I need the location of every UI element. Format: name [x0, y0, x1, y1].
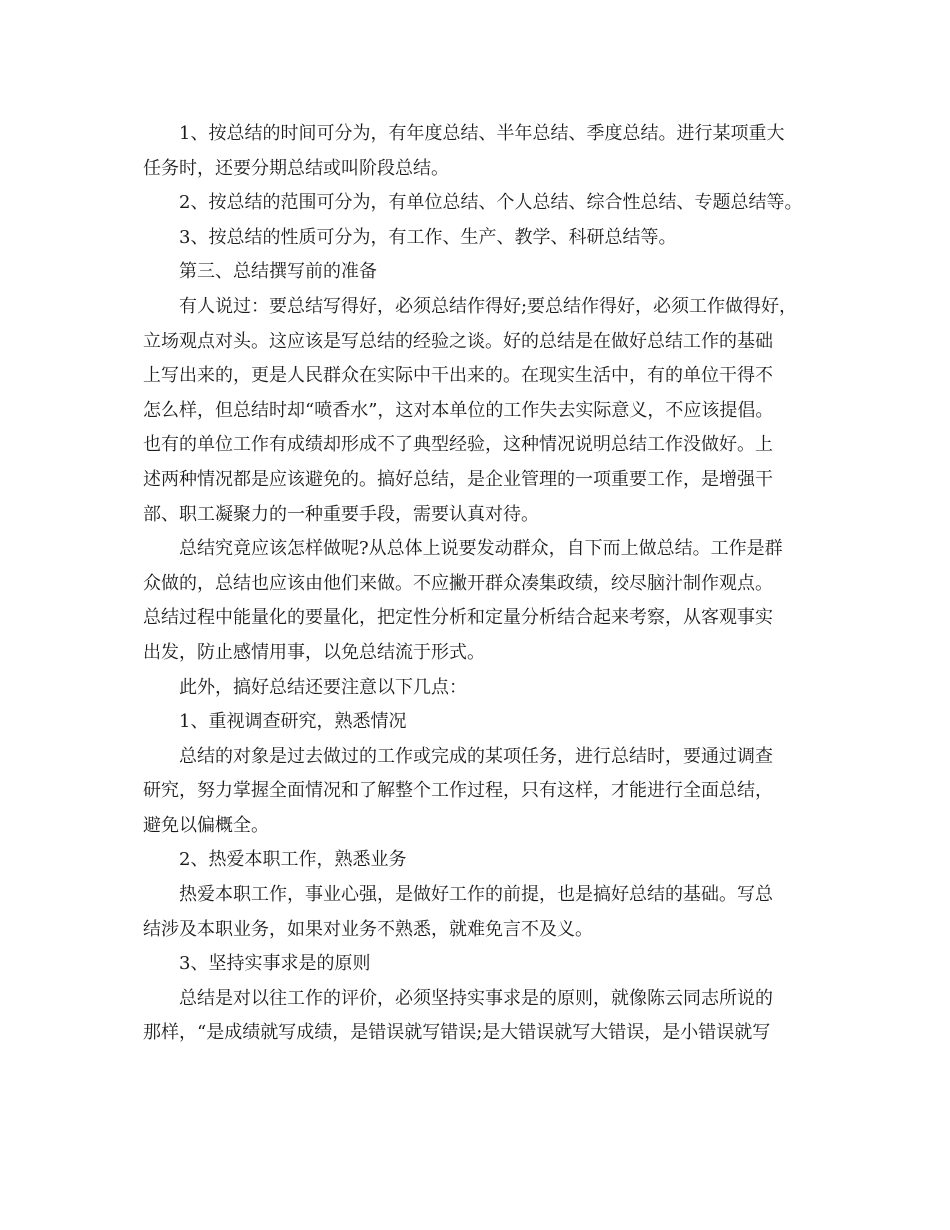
- text-line: 出发，防止感情用事，以免总结流于形式。: [143, 641, 485, 663]
- text-line: 有人说过：要总结写得好，必须总结作得好;要总结作得好，必须工作做得好，: [179, 295, 798, 317]
- text-line: 述两种情况都是应该避免的。搞好总结，是企业管理的一项重要工作，是增强干: [143, 468, 773, 490]
- text-line: 众做的，总结也应该由他们来做。不应撇开群众凑集政绩，绞尽脑汁制作观点。: [143, 572, 773, 594]
- text-line: 总结是对以往工作的评价，必须坚持实事求是的原则，就像陈云同志所说的: [179, 987, 773, 1009]
- text-line: 那样，“是成绩就写成绩，是错误就写错误;是大错误就写大错误，是小错误就写: [143, 1022, 771, 1044]
- text-line: 1、按总结的时间可分为，有年度总结、半年总结、季度总结。进行某项重大: [179, 123, 785, 144]
- text-line: 2、热爱本职工作，熟悉业务: [179, 849, 407, 871]
- text-line: 避免以偏概全。: [143, 814, 269, 836]
- document-body: [143, 117, 823, 1051]
- text-line: 热爱本职工作，事业心强，是做好工作的前提，也是搞好总结的基础。写总: [179, 884, 773, 906]
- text-line: 上写出来的，更是人民群众在实际中干出来的。在现实生活中，有的单位干得不: [143, 365, 773, 387]
- text-line: 结涉及本职业务，如果对业务不熟悉，就难免言不及义。: [143, 918, 593, 940]
- text-line: 第三、总结撰写前的准备: [179, 261, 377, 283]
- text-line: 总结过程中能量化的要量化，把定性分析和定量分析结合起来考察，从客观事实: [143, 607, 773, 629]
- text-line: 总结的对象是过去做过的工作或完成的某项任务，进行总结时，要通过调查: [179, 745, 773, 767]
- text-line: 立场观点对头。这应该是写总结的经验之谈。好的总结是在做好总结工作的基础: [143, 330, 773, 352]
- text-line: 任务时，还要分期总结或叫阶段总结。: [143, 157, 449, 179]
- text-line: 3、按总结的性质可分为，有工作、生产、教学、科研总结等。: [179, 226, 677, 248]
- text-line: 部、职工凝聚力的一种重要手段，需要认真对待。: [143, 503, 539, 525]
- text-line: 怎么样，但总结时却“喷香水”，这对本单位的工作失去实际意义，不应该提倡。: [143, 399, 774, 421]
- text-line: 研究，努力掌握全面情况和了解整个工作过程，只有这样，才能进行全面总结，: [143, 780, 773, 802]
- text-line: 3、坚持实事求是的原则: [179, 953, 371, 975]
- text-line: 1、重视调查研究，熟悉情况: [179, 711, 407, 733]
- text-line: 此外，搞好总结还要注意以下几点：: [179, 676, 467, 698]
- text-line: 总结究竟应该怎样做呢?从总体上说要发动群众，自下而上做总结。工作是群: [179, 538, 783, 560]
- text-line: 也有的单位工作有成绩却形成不了典型经验，这种情况说明总结工作没做好。上: [143, 434, 773, 456]
- text-line: 2、按总结的范围可分为，有单位总结、个人总结、综合性总结、专题总结等。: [179, 192, 803, 214]
